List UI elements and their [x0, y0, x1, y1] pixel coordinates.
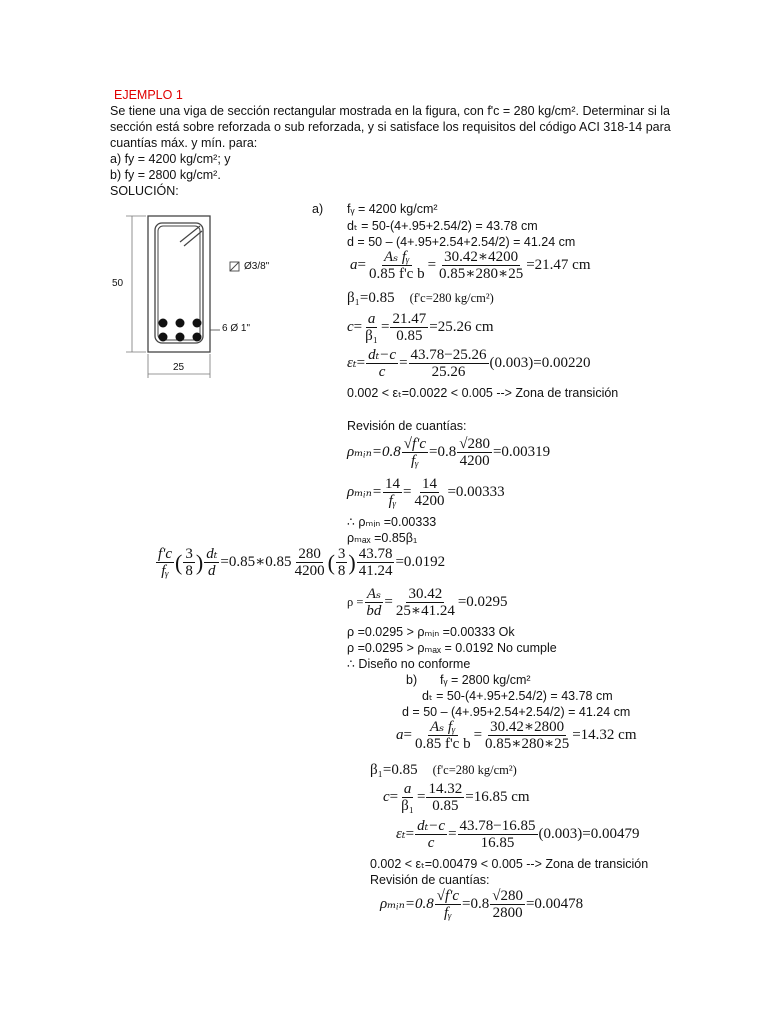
- part-a-eq-rmin1: ρₘᵢₙ=0.8 $\frac{√f'c}{\text{fᵧ}}$ =0.8 $\frac{√280}{4200}$ =0.00319: [347, 436, 551, 470]
- part-a-therefore: ∴ ρₘᵢₙ =0.00333: [347, 515, 437, 529]
- problem-line: Se tiene una viga de sección rectangular mostrada en la figura, con f'c = 280 kg/cm². Determinar si la: [110, 104, 670, 118]
- part-b-revision: Revisión de cuantías:: [370, 873, 490, 887]
- part-a-eq-rho: ρ = $\frac{\text{Aₛ}}{bd}$ = $\frac{30.42}{25∗41.24}$ =0.0295: [347, 586, 508, 620]
- part-b-eq-eps: εₜ= $\frac{\text{dₜ−c}}{c}$ = $\frac{43.78-16.85}{16.85}$ (0.003)=0.00479: [396, 818, 640, 852]
- part-a-eq-rmin2: ρₘᵢₙ= $\frac{14}{\text{fᵧ}}$ = $\frac{14}{4200}$ =0.00333: [347, 476, 505, 510]
- part-a-eq-rhomax: $\frac{f'c}{\text{fᵧ}}$ ( $\frac{3}{8}$ ) $\frac{\text{dₜ}}{d}$ =0.85∗0.85 $\frac{280}{4200}$ ( $\frac{3}{8}$ ) $\frac{43.78}{41.24}$ =0.0192: [158, 546, 446, 580]
- problem-item-a: a) fy = 4200 kg/cm²; y: [110, 152, 231, 166]
- bars-label: 6 Ø 1": [222, 323, 251, 334]
- part-b-label: b): [406, 673, 418, 687]
- part-a-cmp-min: ρ =0.0295 > ρₘᵢₙ =0.00333 Ok: [347, 625, 515, 639]
- stirrup-label: Ø3/8": [244, 261, 270, 272]
- part-a-cmp-max: ρ =0.0295 > ρₘₐₓ = 0.0192 No cumple: [347, 641, 557, 655]
- width-dimension-label: 25: [173, 362, 185, 373]
- part-a-beta: β₁=0.85 (f'c=280 kg/cm²): [347, 290, 494, 306]
- part-a-fy: fᵧ = 4200 kg/cm²: [347, 202, 438, 216]
- part-a-revision: Revisión de cuantías:: [347, 419, 467, 433]
- problem-line: sección está sobre reforzada o sub reforzada, y si satisface los requisitos del código ACI 318-14 para: [110, 120, 671, 134]
- part-a-rmax: ρₘₐₓ =0.85β₁: [347, 531, 418, 545]
- height-dimension-label: 50: [112, 278, 124, 289]
- part-a-conclusion: ∴ Diseño no conforme: [347, 657, 471, 671]
- part-b-dt: dₜ = 50-(4+.95+2.54/2) = 43.78 cm: [422, 689, 613, 703]
- part-a-dt: dₜ = 50-(4+.95+2.54/2) = 43.78 cm: [347, 219, 538, 233]
- part-b-beta: β₁=0.85 (f'c=280 kg/cm²): [370, 762, 517, 778]
- part-a-eq-a: a= $\frac{\text{Aₛ fᵧ}}{\text{0.85 f'c b}}$ = $\frac{30.42∗4200}{0.85∗280∗25}$ =21.47 cm: [350, 249, 591, 283]
- example-title: EJEMPLO 1: [114, 88, 183, 102]
- part-a-eq-c: c= $\frac{a}{\text{β₁}}$ = $\frac{21.47}{0.85}$ =25.26 cm: [347, 311, 494, 345]
- part-a-zona: 0.002 < εₜ=0.0022 < 0.005 --> Zona de transición: [347, 386, 619, 400]
- part-b-eq-a: a= $\frac{\text{Aₛ fᵧ}}{\text{0.85 f'c b}}$ = $\frac{30.42∗2800}{0.85∗280∗25}$ =14.32 cm: [396, 719, 637, 753]
- beam-section-drawing: [108, 212, 308, 382]
- beam-section-figure: [108, 212, 308, 385]
- part-b-fy: fᵧ = 2800 kg/cm²: [440, 673, 531, 687]
- part-b-eq-c: c= $\frac{a}{\text{β₁}}$ = $\frac{14.32}{0.85}$ =16.85 cm: [383, 781, 530, 815]
- part-a-d: d = 50 – (4+.95+2.54+2.54/2) = 41.24 cm: [347, 235, 576, 249]
- part-b-eq-rmin: ρₘᵢₙ=0.8 $\frac{√f'c}{\text{fᵧ}}$ =0.8 $\frac{√280}{2800}$ =0.00478: [380, 888, 584, 922]
- solution-heading: SOLUCIÓN:: [110, 184, 179, 198]
- part-a-eq-eps: εₜ= $\frac{\text{dₜ−c}}{c}$ = $\frac{43.78-25.26}{25.26}$ (0.003)=0.00220: [347, 347, 591, 381]
- part-b-d: d = 50 – (4+.95+2.54+2.54/2) = 41.24 cm: [402, 705, 631, 719]
- part-a-label: a): [312, 202, 324, 216]
- problem-line: cuantías máx. y mín. para:: [110, 136, 258, 150]
- problem-item-b: b) fy = 2800 kg/cm².: [110, 168, 221, 182]
- part-b-zona: 0.002 < εₜ=0.00479 < 0.005 --> Zona de transición: [370, 857, 649, 871]
